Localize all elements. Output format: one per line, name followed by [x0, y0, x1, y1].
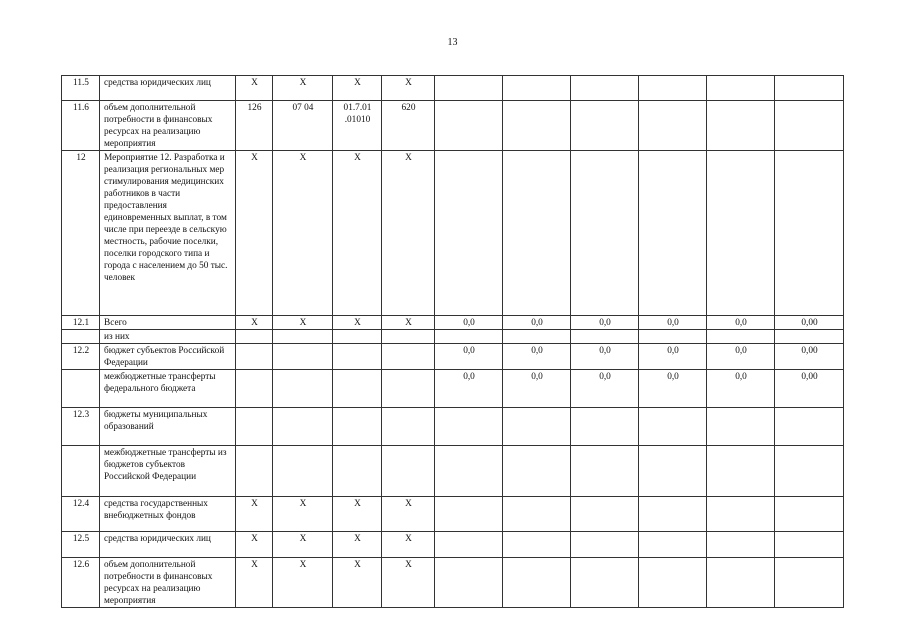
table-row [62, 446, 844, 497]
row-name-cell: межбюджетные трансферты федерального бюджета [100, 370, 236, 408]
code-cell [236, 370, 273, 408]
value-cell: 0,0 [435, 316, 503, 330]
value-cell: 0,00 [775, 316, 844, 330]
value-cell: 0,0 [707, 316, 775, 330]
code-cell [236, 344, 273, 370]
code-cell: Х [273, 497, 333, 532]
table-body [62, 76, 844, 608]
value-cell [639, 408, 707, 446]
row-number-cell: 12.4 [62, 497, 100, 532]
row-name-cell: средства юридических лиц [100, 532, 236, 558]
code-cell: Х [273, 532, 333, 558]
row-number-cell: 12 [62, 151, 100, 316]
table-row [62, 558, 844, 608]
value-cell [435, 446, 503, 497]
value-cell [775, 101, 844, 151]
value-cell [707, 446, 775, 497]
row-name-cell: бюджеты муниципальных образований [100, 408, 236, 446]
row-name-cell: из них [100, 330, 236, 344]
code-cell [236, 408, 273, 446]
code-cell: 126 [236, 101, 273, 151]
row-name-cell: бюджет субъектов Российской Федерации [100, 344, 236, 370]
value-cell [639, 446, 707, 497]
row-name-cell: средства государственных внебюджетных фондов [100, 497, 236, 532]
code-cell: Х [333, 151, 382, 316]
code-cell: Х [236, 558, 273, 608]
value-cell [639, 497, 707, 532]
value-cell [435, 497, 503, 532]
code-cell: 07 04 [273, 101, 333, 151]
value-cell: 0,0 [707, 344, 775, 370]
table-row [62, 344, 844, 370]
row-name-cell: Мероприятие 12. Разработка и реализация региональных мер стимулирования медицинских работников в части предоставления единовременных выплат, в том числе при переезде в сельскую местность, рабочие поселки, поселки городского типа и города с населением до 50 тыс. человек [100, 151, 236, 316]
value-cell [571, 532, 639, 558]
row-number-cell: 11.5 [62, 76, 100, 101]
row-number-cell: 12.6 [62, 558, 100, 608]
row-number-cell: 11.6 [62, 101, 100, 151]
value-cell [503, 101, 571, 151]
code-cell [333, 408, 382, 446]
code-cell: Х [333, 497, 382, 532]
code-cell: 01.7.01 .01010 [333, 101, 382, 151]
value-cell [639, 151, 707, 316]
value-cell [775, 532, 844, 558]
value-cell [503, 497, 571, 532]
value-cell [639, 532, 707, 558]
value-cell: 0,0 [435, 370, 503, 408]
value-cell [571, 101, 639, 151]
code-cell [273, 330, 333, 344]
code-cell: Х [273, 316, 333, 330]
table-row [62, 330, 844, 344]
table-row [62, 151, 844, 316]
code-cell [382, 370, 435, 408]
code-cell [236, 446, 273, 497]
row-number-cell: 12.5 [62, 532, 100, 558]
code-cell [333, 446, 382, 497]
row-name-cell: объем дополнительной потребности в финансовых ресурсах на реализацию мероприятия [100, 558, 236, 608]
value-cell: 0,0 [503, 370, 571, 408]
code-cell: Х [273, 558, 333, 608]
value-cell [707, 532, 775, 558]
code-cell: Х [333, 316, 382, 330]
value-cell [571, 408, 639, 446]
value-cell [435, 101, 503, 151]
value-cell: 0,0 [571, 370, 639, 408]
code-cell [333, 344, 382, 370]
value-cell: 0,0 [503, 316, 571, 330]
value-cell [775, 446, 844, 497]
code-cell [382, 344, 435, 370]
value-cell [571, 151, 639, 316]
table-row [62, 316, 844, 330]
value-cell [435, 151, 503, 316]
value-cell [571, 76, 639, 101]
value-cell [435, 330, 503, 344]
code-cell [382, 408, 435, 446]
code-cell [333, 370, 382, 408]
code-cell: Х [273, 76, 333, 101]
code-cell [273, 370, 333, 408]
value-cell [775, 151, 844, 316]
value-cell [639, 76, 707, 101]
value-cell: 0,0 [707, 370, 775, 408]
value-cell: 0,0 [503, 344, 571, 370]
code-cell [273, 408, 333, 446]
value-cell [503, 446, 571, 497]
value-cell [639, 330, 707, 344]
value-cell: 0,0 [571, 344, 639, 370]
code-cell: Х [236, 316, 273, 330]
code-cell: Х [382, 151, 435, 316]
code-cell: Х [382, 316, 435, 330]
value-cell [639, 101, 707, 151]
table-row [62, 408, 844, 446]
value-cell: 0,0 [639, 344, 707, 370]
row-name-cell: межбюджетные трансферты из бюджетов субъектов Российской Федерации [100, 446, 236, 497]
value-cell [435, 76, 503, 101]
code-cell: Х [382, 76, 435, 101]
value-cell: 0,0 [435, 344, 503, 370]
code-cell [273, 344, 333, 370]
value-cell [707, 151, 775, 316]
value-cell [707, 76, 775, 101]
value-cell [571, 497, 639, 532]
row-number-cell [62, 446, 100, 497]
code-cell [333, 330, 382, 344]
row-number-cell [62, 330, 100, 344]
value-cell: 0,00 [775, 370, 844, 408]
row-number-cell: 12.2 [62, 344, 100, 370]
value-cell [707, 497, 775, 532]
code-cell: Х [236, 76, 273, 101]
code-cell: Х [236, 532, 273, 558]
table-row [62, 101, 844, 151]
value-cell [503, 151, 571, 316]
table-row [62, 532, 844, 558]
code-cell [236, 330, 273, 344]
row-number-cell: 12.3 [62, 408, 100, 446]
table-row [62, 497, 844, 532]
value-cell: 0,0 [571, 316, 639, 330]
value-cell [775, 497, 844, 532]
code-cell: 620 [382, 101, 435, 151]
value-cell: 0,0 [639, 316, 707, 330]
value-cell [571, 446, 639, 497]
value-cell [503, 330, 571, 344]
value-cell [503, 532, 571, 558]
code-cell: Х [333, 76, 382, 101]
value-cell [775, 330, 844, 344]
table-row [62, 76, 844, 101]
value-cell [435, 532, 503, 558]
row-name-cell: объем дополнительной потребности в финансовых ресурсах на реализацию мероприятия [100, 101, 236, 151]
code-cell: Х [382, 558, 435, 608]
value-cell [503, 408, 571, 446]
value-cell [503, 558, 571, 608]
code-cell [382, 446, 435, 497]
row-number-cell [62, 370, 100, 408]
value-cell [707, 330, 775, 344]
value-cell [435, 408, 503, 446]
page-number: 13 [447, 37, 458, 48]
code-cell [273, 446, 333, 497]
code-cell: Х [333, 558, 382, 608]
value-cell [571, 330, 639, 344]
code-cell: Х [273, 151, 333, 316]
code-cell: Х [236, 151, 273, 316]
code-cell: Х [333, 532, 382, 558]
row-name-cell: Всего [100, 316, 236, 330]
row-name-cell: средства юридических лиц [100, 76, 236, 101]
value-cell [707, 101, 775, 151]
code-cell: Х [236, 497, 273, 532]
table-row [62, 370, 844, 408]
value-cell [707, 558, 775, 608]
value-cell [775, 408, 844, 446]
value-cell: 0,00 [775, 344, 844, 370]
value-cell [775, 76, 844, 101]
value-cell [707, 408, 775, 446]
value-cell [435, 558, 503, 608]
value-cell [639, 558, 707, 608]
budget-table [61, 75, 844, 608]
value-cell: 0,0 [639, 370, 707, 408]
row-number-cell: 12.1 [62, 316, 100, 330]
value-cell [571, 558, 639, 608]
value-cell [503, 76, 571, 101]
code-cell [382, 330, 435, 344]
value-cell [775, 558, 844, 608]
code-cell: Х [382, 532, 435, 558]
code-cell: Х [382, 497, 435, 532]
